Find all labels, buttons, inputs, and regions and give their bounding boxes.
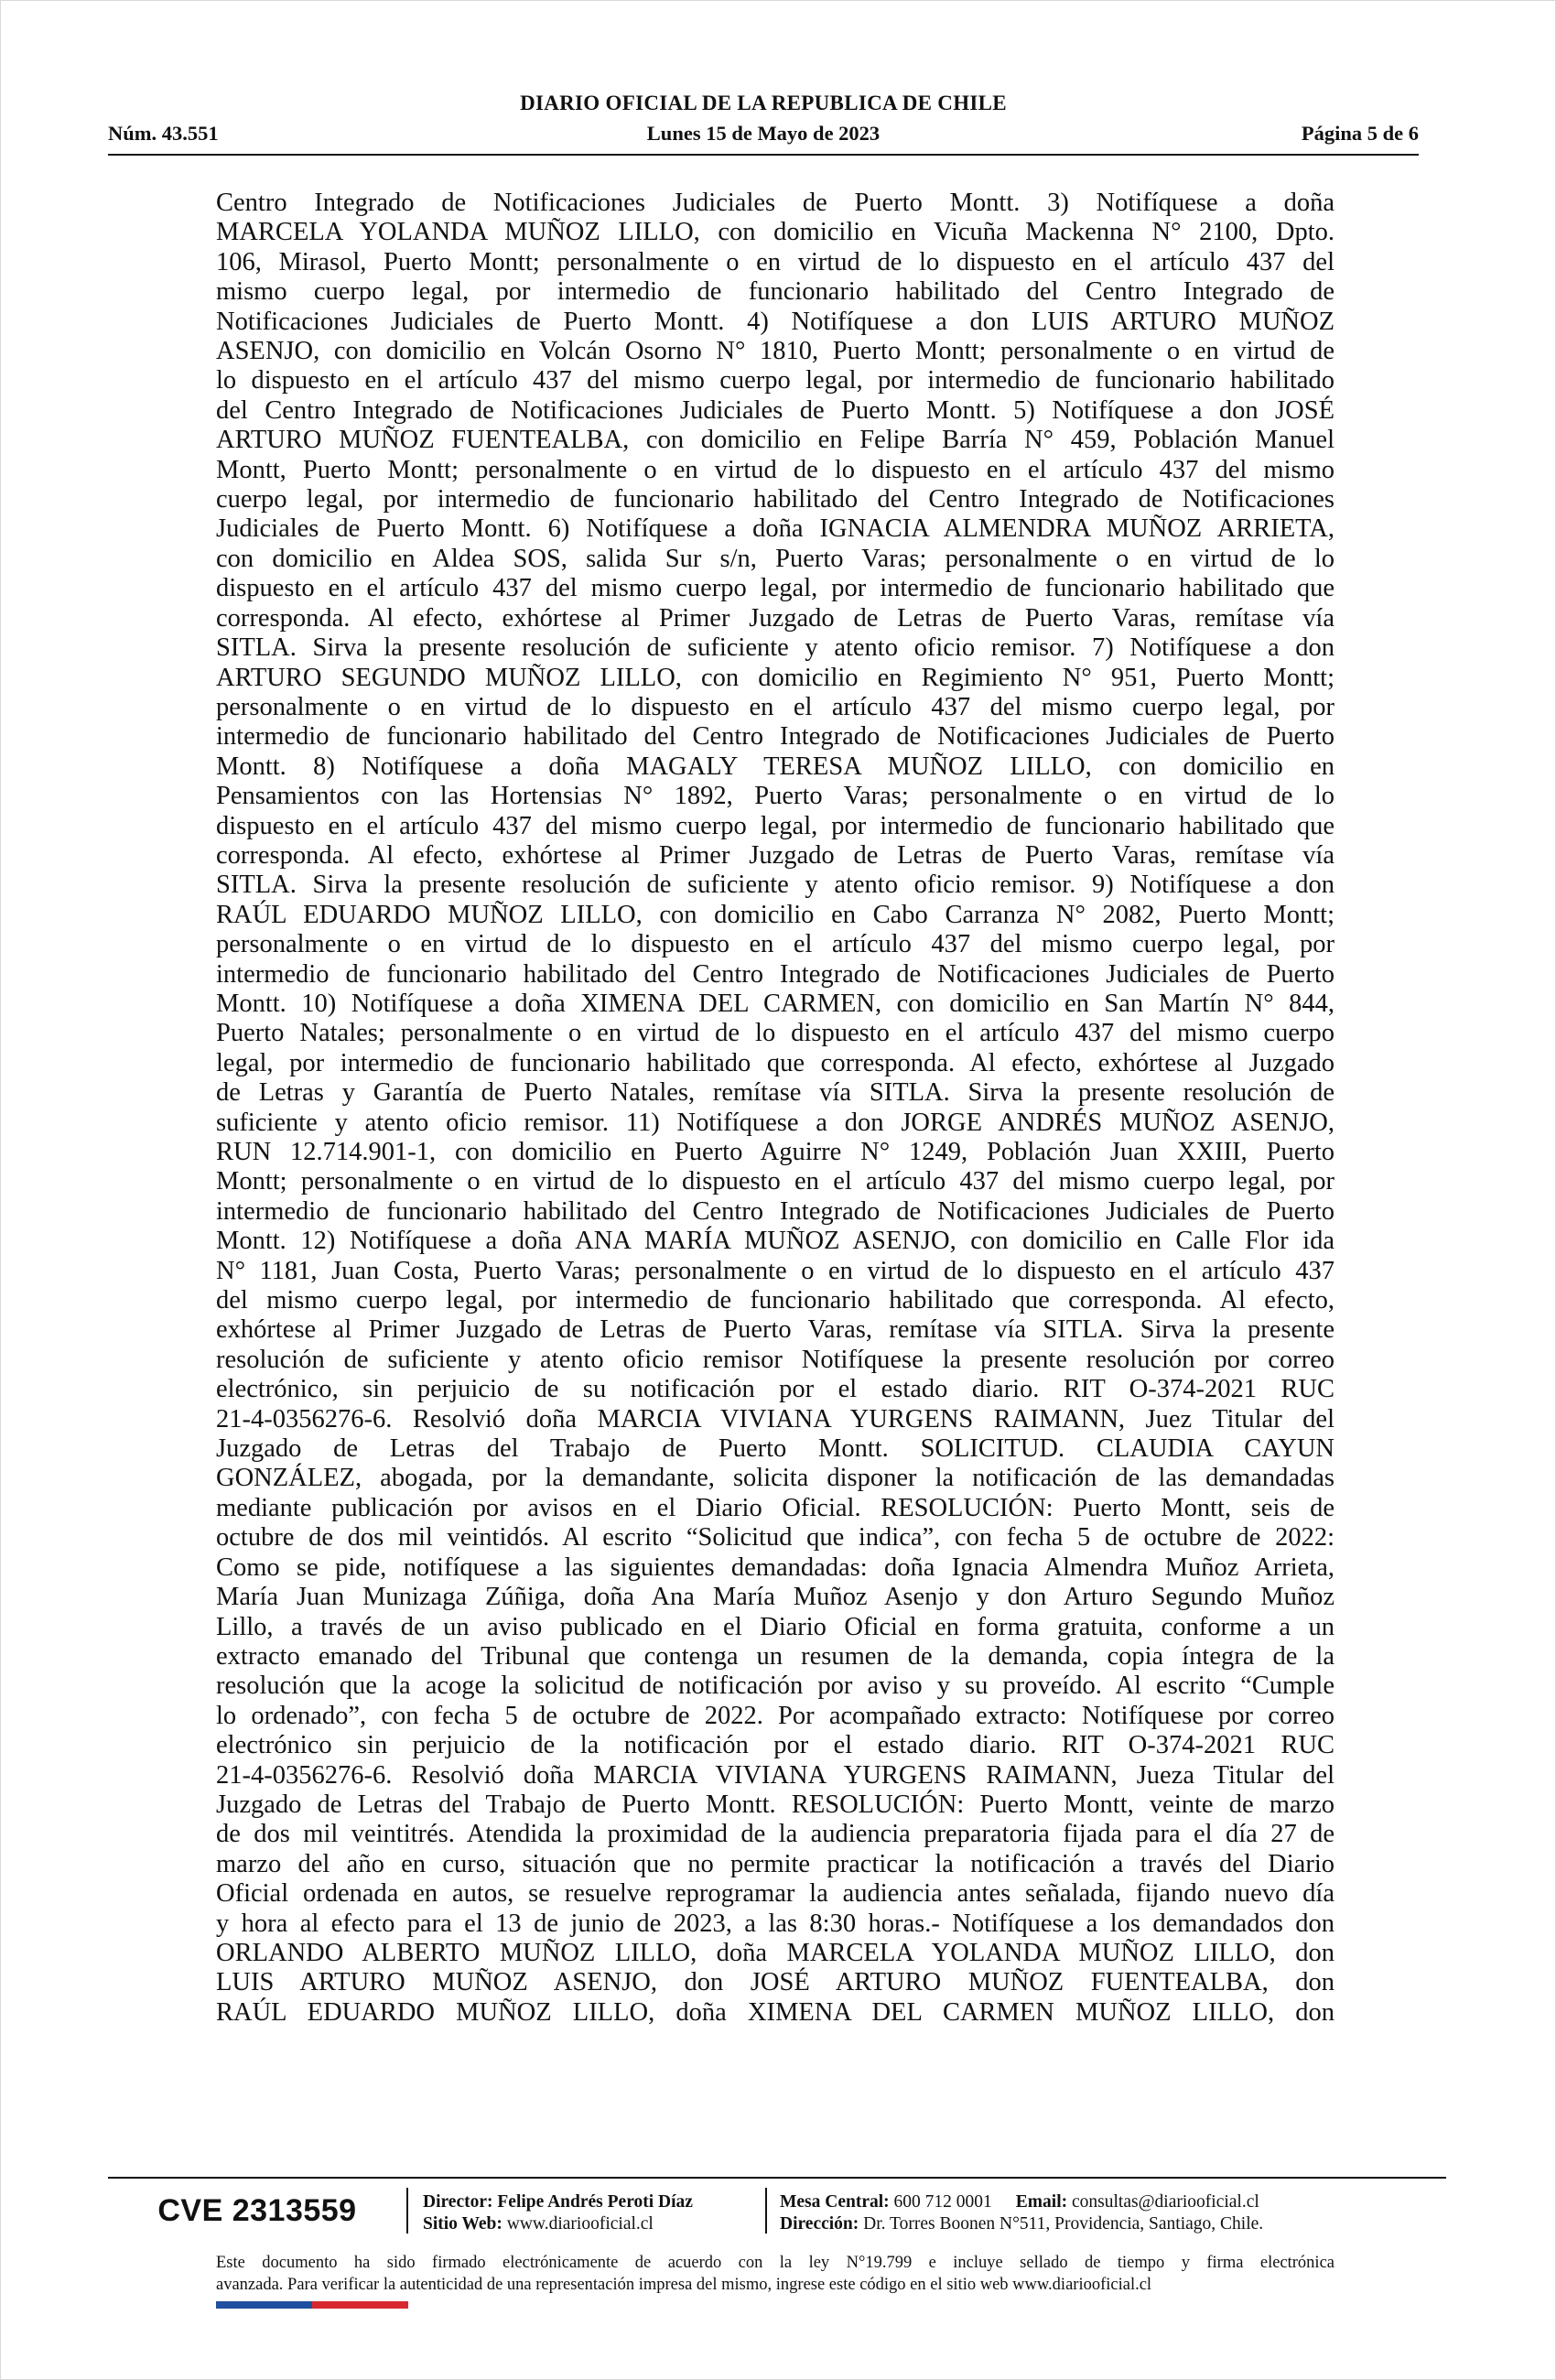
flag-red-segment: [312, 2301, 408, 2309]
body-line: resolución de suficiente y atento oficio remisor Notifíquese la presente resolución por correo: [216, 1345, 1334, 1374]
body-line: MARCELA YOLANDA MUÑOZ LILLO, con domicilio en Vicuña Mackenna N° 2100, Dpto.: [216, 218, 1334, 247]
body-line: Centro Integrado de Notificaciones Judiciales de Puerto Montt. 3) Notifíquese a doña: [216, 189, 1334, 217]
issue-number: Núm. 43.551: [108, 122, 219, 145]
body-line: corresponda. Al efecto, exhórtese al Primer Juzgado de Letras de Puerto Varas, remítase vía: [216, 840, 1334, 870]
body-line: Juzgado de Letras del Trabajo de Puerto Montt. SOLICITUD. CLAUDIA CAYUN: [216, 1434, 1334, 1464]
body-line: ORLANDO ALBERTO MUÑOZ LILLO, doña MARCELA YOLANDA MUÑOZ LILLO, don: [216, 1938, 1334, 1967]
footer-director-block: [423, 2191, 693, 2235]
chile-flag-bar: [216, 2301, 408, 2309]
body-line: de dos mil veintitrés. Atendida la proximidad de la audiencia preparatoria fijada para el día 27 de: [216, 1820, 1334, 1849]
website-line: [423, 2213, 693, 2235]
director-name: Felipe Andrés Peroti Díaz: [497, 2192, 693, 2212]
body-line: GONZÁLEZ, abogada, por la demandante, solicita disponer la notificación de las demandadas: [216, 1464, 1334, 1493]
body-line: ARTURO MUÑOZ FUENTEALBA, con domicilio en Felipe Barría N° 459, Población Manuel: [216, 426, 1334, 455]
body-line: y hora al efecto para el 13 de junio de 2023, a las 8:30 horas.- Notifíquese a los demandados don: [216, 1909, 1334, 1938]
director-line: [423, 2191, 693, 2213]
body-line: intermedio de funcionario habilitado del Centro Integrado de Notificaciones Judiciales de Puerto: [216, 1196, 1334, 1226]
body-line: intermedio de funcionario habilitado del Centro Integrado de Notificaciones Judiciales de Puerto: [216, 959, 1334, 989]
signature-notice: [216, 2252, 1334, 2296]
contact-line: [780, 2191, 1263, 2213]
body-line: electrónico, sin perjuicio de su notificación por el estado diario. RIT O-374-2021 RUC: [216, 1375, 1334, 1404]
body-line: dispuesto en el artículo 437 del mismo cuerpo legal, por intermedio de funcionario habilitado que: [216, 574, 1334, 603]
body-line: electrónico sin perjuicio de la notificación por el estado diario. RIT O-374-2021 RUC: [216, 1731, 1334, 1760]
body-line: de Letras y Garantía de Puerto Natales, remítase vía SITLA. Sirva la presente resolución de: [216, 1078, 1334, 1108]
flag-blue-segment: [216, 2301, 312, 2309]
header-divider: [108, 154, 1419, 156]
body-line: Montt, Puerto Montt; personalmente o en virtud de lo dispuesto en el artículo 437 del mismo: [216, 455, 1334, 484]
document-body: [216, 189, 1334, 2028]
body-line: mismo cuerpo legal, por intermedio de funcionario habilitado del Centro Integrado de: [216, 277, 1334, 307]
body-line: 21-4-0356276-6. Resolvió doña MARCIA VIVIANA YURGENS RAIMANN, Juez Titular del: [216, 1404, 1334, 1433]
issue-date: Lunes 15 de Mayo de 2023: [646, 122, 881, 145]
signature-notice-line: Este documento ha sido firmado electrónicamente de acuerdo con la ley N°19.799 e incluye sellado de tiempo y firma electrónica: [216, 2254, 1334, 2272]
website-link[interactable]: www.diariooficial.cl: [506, 2214, 654, 2234]
body-line: Notificaciones Judiciales de Puerto Montt. 4) Notifíquese a don LUIS ARTURO MUÑOZ: [216, 307, 1334, 336]
body-line: extracto emanado del Tribunal que contenga un resumen de la demanda, copia íntegra de la: [216, 1641, 1334, 1671]
body-line: Pensamientos con las Hortensias N° 1892, Puerto Varas; personalmente o en virtud de lo: [216, 782, 1334, 811]
body-line: Lillo, a través de un aviso publicado en el Diario Oficial en forma gratuita, conforme a un: [216, 1612, 1334, 1641]
mesa-phone: 600 712 0001: [893, 2192, 992, 2212]
body-line: marzo del año en curso, situación que no permite practicar la notificación a través del Diario: [216, 1849, 1334, 1878]
body-line: cuerpo legal, por intermedio de funcionario habilitado del Centro Integrado de Notificaciones: [216, 485, 1334, 514]
body-line: ASENJO, con domicilio en Volcán Osorno N° 1810, Puerto Montt; personalmente o en virtud de: [216, 337, 1334, 366]
body-line: Montt. 8) Notifíquese a doña MAGALY TERESA MUÑOZ LILLO, con domicilio en: [216, 752, 1334, 781]
website-label: Sitio Web:: [423, 2214, 502, 2234]
body-line: RAÚL EDUARDO MUÑOZ LILLO, con domicilio en Cabo Carranza N° 2082, Puerto Montt;: [216, 900, 1334, 929]
body-line: Juzgado de Letras del Trabajo de Puerto Montt. RESOLUCIÓN: Puerto Montt, veinte de marzo: [216, 1790, 1334, 1819]
email-link[interactable]: consultas@diariooficial.cl: [1072, 2192, 1259, 2212]
address-value: Dr. Torres Boonen N°511, Providencia, Santiago, Chile.: [863, 2214, 1264, 2234]
body-line: lo ordenado”, con fecha 5 de octubre de 2022. Por acompañado extracto: Notifíquese por correo: [216, 1701, 1334, 1730]
body-line: RUN 12.714.901-1, con domicilio en Puerto Aguirre N° 1249, Población Juan XXIII, Puerto: [216, 1138, 1334, 1166]
body-line: ARTURO SEGUNDO MUÑOZ LILLO, con domicilio en Regimiento N° 951, Puerto Montt;: [216, 663, 1334, 692]
body-line: SITLA. Sirva la presente resolución de suficiente y atento oficio remisor. 7) Notifíquese a don: [216, 633, 1334, 663]
body-line: 106, Mirasol, Puerto Montt; personalmente o en virtud de lo dispuesto en el artículo 437 del: [216, 247, 1334, 276]
body-line: Puerto Natales; personalmente o en virtud de lo dispuesto en el artículo 437 del mismo cuerpo: [216, 1019, 1334, 1048]
footer-separator: [765, 2188, 767, 2234]
footer-separator: [406, 2188, 408, 2234]
page-footer: [108, 2179, 1446, 2243]
body-line: octubre de dos mil veintidós. Al escrito “Solicitud que indica”, con fecha 5 de octubre de 2022:: [216, 1523, 1334, 1552]
email-label: Email:: [1015, 2192, 1068, 2212]
body-line: personalmente o en virtud de lo dispuesto en el artículo 437 del mismo cuerpo legal, por: [216, 692, 1334, 721]
address-label: Dirección:: [780, 2214, 859, 2234]
page-header: [108, 92, 1419, 156]
body-line: SITLA. Sirva la presente resolución de suficiente y atento oficio remisor. 9) Notifíquese a don: [216, 871, 1334, 900]
body-line: intermedio de funcionario habilitado del Centro Integrado de Notificaciones Judiciales de Puerto: [216, 722, 1334, 752]
director-label: Director:: [423, 2192, 493, 2212]
body-line: Oficial ordenada en autos, se resuelve reprogramar la audiencia antes señalada, fijando nuevo día: [216, 1879, 1334, 1909]
footer-contact-block: [780, 2191, 1263, 2235]
body-line: mediante publicación por avisos en el Diario Oficial. RESOLUCIÓN: Puerto Montt, seis de: [216, 1493, 1334, 1522]
body-line: del Centro Integrado de Notificaciones Judiciales de Puerto Montt. 5) Notifíquese a don JOSÉ: [216, 395, 1334, 425]
body-line: María Juan Munizaga Zúñiga, doña Ana María Muñoz Asenjo y don Arturo Segundo Muñoz: [216, 1583, 1334, 1612]
body-line: Montt; personalmente o en virtud de lo dispuesto en el artículo 437 del mismo cuerpo legal, por: [216, 1167, 1334, 1196]
mesa-label: Mesa Central:: [780, 2192, 890, 2212]
body-line: RAÚL EDUARDO MUÑOZ LILLO, doña XIMENA DEL CARMEN MUÑOZ LILLO, don: [216, 1997, 1334, 2027]
body-line: Montt. 10) Notifíquese a doña XIMENA DEL CARMEN, con domicilio en San Martín N° 844,: [216, 989, 1334, 1018]
signature-notice-line: avanzada. Para verificar la autenticidad de una representación impresa del mismo, ingrese este código en el sitio web www.diariooficial.cl: [216, 2276, 1152, 2294]
publication-title: DIARIO OFICIAL DE LA REPUBLICA DE CHILE: [520, 92, 1007, 114]
body-line: Judiciales de Puerto Montt. 6) Notifíquese a doña IGNACIA ALMENDRA MUÑOZ ARRIETA,: [216, 514, 1334, 544]
body-line: LUIS ARTURO MUÑOZ ASENJO, don JOSÉ ARTURO MUÑOZ FUENTEALBA, don: [216, 1968, 1334, 1997]
body-line: resolución que la acoge la solicitud de notificación por aviso y su proveído. Al escrito “Cumple: [216, 1671, 1334, 1701]
body-line: del mismo cuerpo legal, por intermedio de funcionario habilitado que corresponda. Al efecto,: [216, 1286, 1334, 1315]
body-line: exhórtese al Primer Juzgado de Letras de Puerto Varas, remítase vía SITLA. Sirva la presente: [216, 1315, 1334, 1345]
body-line: con domicilio en Aldea SOS, salida Sur s/n, Puerto Varas; personalmente o en virtud de lo: [216, 544, 1334, 573]
cve-code: CVE 2313559: [157, 2193, 357, 2228]
body-line: 21-4-0356276-6. Resolvió doña MARCIA VIVIANA YURGENS RAIMANN, Jueza Titular del: [216, 1760, 1334, 1790]
body-line: corresponda. Al efecto, exhórtese al Primer Juzgado de Letras de Puerto Varas, remítase vía: [216, 603, 1334, 633]
body-line: lo dispuesto en el artículo 437 del mismo cuerpo legal, por intermedio de funcionario habilitado: [216, 366, 1334, 395]
address-line: [780, 2213, 1263, 2235]
body-line: N° 1181, Juan Costa, Puerto Varas; personalmente o en virtud de lo dispuesto en el artículo 437: [216, 1256, 1334, 1285]
body-line: dispuesto en el artículo 437 del mismo cuerpo legal, por intermedio de funcionario habilitado que: [216, 811, 1334, 840]
body-line: Montt. 12) Notifíquese a doña ANA MARÍA MUÑOZ ASENJO, con domicilio en Calle Flor ida: [216, 1227, 1334, 1256]
body-line: legal, por intermedio de funcionario habilitado que corresponda. Al efecto, exhórtese al Juzgado: [216, 1048, 1334, 1077]
body-line: personalmente o en virtud de lo dispuesto en el artículo 437 del mismo cuerpo legal, por: [216, 930, 1334, 959]
body-line: Como se pide, notifíquese a las siguientes demandadas: doña Ignacia Almendra Muñoz Arrieta,: [216, 1552, 1334, 1582]
body-line: suficiente y atento oficio remisor. 11) Notifíquese a don JORGE ANDRÉS MUÑOZ ASENJO,: [216, 1108, 1334, 1137]
page-number: Página 5 de 6: [1301, 122, 1419, 145]
